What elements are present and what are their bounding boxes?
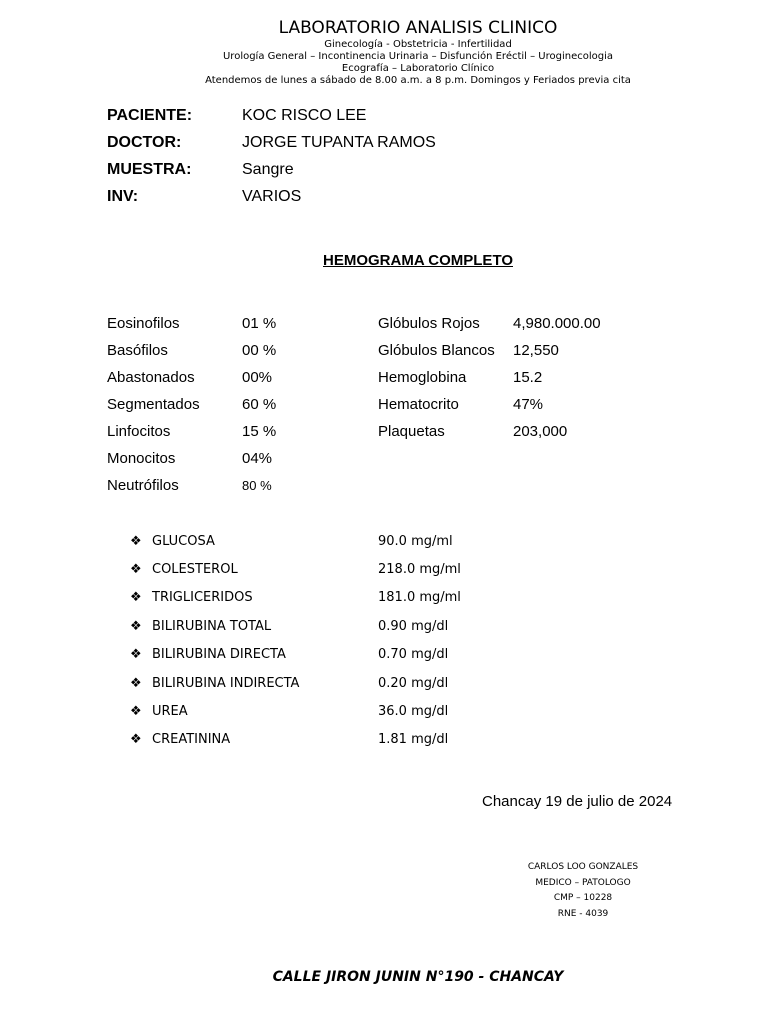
test-value: 15 % — [242, 423, 277, 440]
header-urology: Urología General – Incontinencia Urinaria – Disfunción Eréctil – Uroginecologia — [222, 51, 614, 62]
signer-title: MEDICO – PATOLOGO — [535, 877, 631, 888]
hemogram-row — [378, 364, 601, 391]
diamond-bullet-icon: ❖ — [130, 533, 142, 549]
sample-label: MUESTRA: — [107, 160, 192, 178]
chemistry-item — [130, 612, 461, 640]
patient-value: KOC RISCO LEE — [242, 106, 367, 124]
signer-cmp: CMP – 10228 — [553, 893, 613, 903]
header-services: Ecografía – Laboratorio Clínico — [341, 63, 495, 74]
test-name: Linfocitos — [107, 423, 171, 440]
chemistry-name: BILIRUBINA DIRECTA — [152, 647, 286, 663]
test-value: 12,550 — [513, 342, 559, 359]
test-name: Eosinofilos — [107, 315, 180, 332]
test-name: Glóbulos Rojos — [378, 315, 480, 332]
signer-rne: RNE - 4039 — [557, 908, 609, 919]
chemistry-value: 0.90 mg/dl — [378, 618, 449, 634]
test-value: 60 % — [242, 396, 277, 413]
chemistry-name: BILIRUBINA INDIRECTA — [152, 675, 300, 691]
diamond-bullet-icon: ❖ — [130, 704, 142, 720]
test-name: Hemoglobina — [378, 369, 467, 386]
test-value: 4,980.000.00 — [513, 315, 601, 332]
hemogram-right-column — [378, 310, 601, 445]
hemogram-row — [378, 337, 601, 364]
test-name: Glóbulos Blancos — [378, 342, 495, 359]
hemogram-row — [107, 364, 276, 391]
chemistry-item — [130, 555, 461, 583]
hemogram-left-column — [107, 310, 276, 499]
test-name: Plaquetas — [378, 423, 445, 440]
header-specialties: Ginecología - Obstetricia - Infertilidad — [324, 39, 512, 50]
chemistry-item — [130, 697, 461, 725]
signer-name: CARLOS LOO GONZALES — [527, 862, 639, 872]
inv-label: INV: — [107, 187, 139, 205]
section-title: HEMOGRAMA COMPLETO — [323, 252, 513, 269]
test-value: 15.2 — [513, 369, 543, 386]
hemogram-row — [107, 337, 276, 364]
test-value: 01 % — [242, 315, 277, 332]
chemistry-value: 1.81 mg/dl — [378, 732, 449, 748]
patient-info — [107, 102, 436, 210]
test-name: Neutrófilos — [107, 477, 179, 494]
chemistry-name: GLUCOSA — [152, 533, 215, 549]
chemistry-value: 36.0 mg/dl — [378, 704, 449, 720]
hemogram-row — [107, 391, 276, 418]
test-name: Basófilos — [107, 342, 168, 359]
chemistry-value: 90.0 mg/ml — [378, 533, 453, 549]
hemogram-row — [107, 472, 276, 499]
sample-row — [107, 156, 436, 183]
chemistry-item — [130, 527, 461, 555]
patient-label: PACIENTE: — [107, 106, 193, 124]
test-name: Hematocrito — [378, 396, 459, 413]
sample-value: Sangre — [242, 160, 294, 178]
test-value: 04% — [242, 450, 273, 467]
header-hours: Atendemos de lunes a sábado de 8.00 a.m. a 8 p.m. Domingos y Feriados previa cita — [205, 75, 631, 86]
hemogram-row — [378, 391, 601, 418]
report-header — [0, 18, 768, 87]
hemogram-row — [378, 418, 601, 445]
chemistry-name: TRIGLICERIDOS — [152, 590, 253, 606]
chemistry-value: 0.70 mg/dl — [378, 647, 449, 663]
diamond-bullet-icon: ❖ — [130, 590, 142, 606]
chemistry-item — [130, 669, 461, 697]
chemistry-item — [130, 726, 461, 754]
chemistry-name: COLESTEROL — [152, 562, 238, 578]
diamond-bullet-icon: ❖ — [130, 675, 142, 691]
hemogram-row — [378, 310, 601, 337]
lab-title: LABORATORIO ANALISIS CLINICO — [278, 18, 558, 38]
chemistry-list — [130, 527, 461, 754]
signature-block — [503, 860, 663, 922]
chemistry-value: 0.20 mg/dl — [378, 675, 449, 691]
chemistry-item — [130, 584, 461, 612]
diamond-bullet-icon: ❖ — [130, 618, 142, 634]
test-name: Segmentados — [107, 396, 200, 413]
inv-row — [107, 183, 436, 210]
chemistry-item — [130, 641, 461, 669]
chemistry-name: CREATININA — [152, 732, 231, 748]
hemogram-row — [107, 445, 276, 472]
test-name: Monocitos — [107, 450, 176, 467]
diamond-bullet-icon: ❖ — [130, 647, 142, 663]
chemistry-value: 218.0 mg/ml — [378, 562, 461, 578]
test-value: 00 % — [242, 342, 277, 359]
report-date: Chancay 19 de julio de 2024 — [482, 793, 673, 810]
diamond-bullet-icon: ❖ — [130, 732, 142, 748]
doctor-value: JORGE TUPANTA RAMOS — [242, 133, 436, 151]
test-value: 47% — [513, 396, 544, 413]
patient-row — [107, 102, 436, 129]
chemistry-name: UREA — [152, 704, 188, 720]
test-value: 203,000 — [513, 423, 568, 440]
footer-address: CALLE JIRON JUNIN N°190 - CHANCAY — [272, 969, 564, 985]
doctor-row — [107, 129, 436, 156]
doctor-label: DOCTOR: — [107, 133, 182, 151]
test-value: 80 % — [242, 478, 272, 493]
chemistry-name: BILIRUBINA TOTAL — [152, 618, 272, 634]
test-name: Abastonados — [107, 369, 195, 386]
chemistry-value: 181.0 mg/ml — [378, 590, 461, 606]
test-value: 00% — [242, 369, 273, 386]
hemogram-row — [107, 310, 276, 337]
hemogram-row — [107, 418, 276, 445]
inv-value: VARIOS — [242, 187, 302, 205]
diamond-bullet-icon: ❖ — [130, 562, 142, 578]
